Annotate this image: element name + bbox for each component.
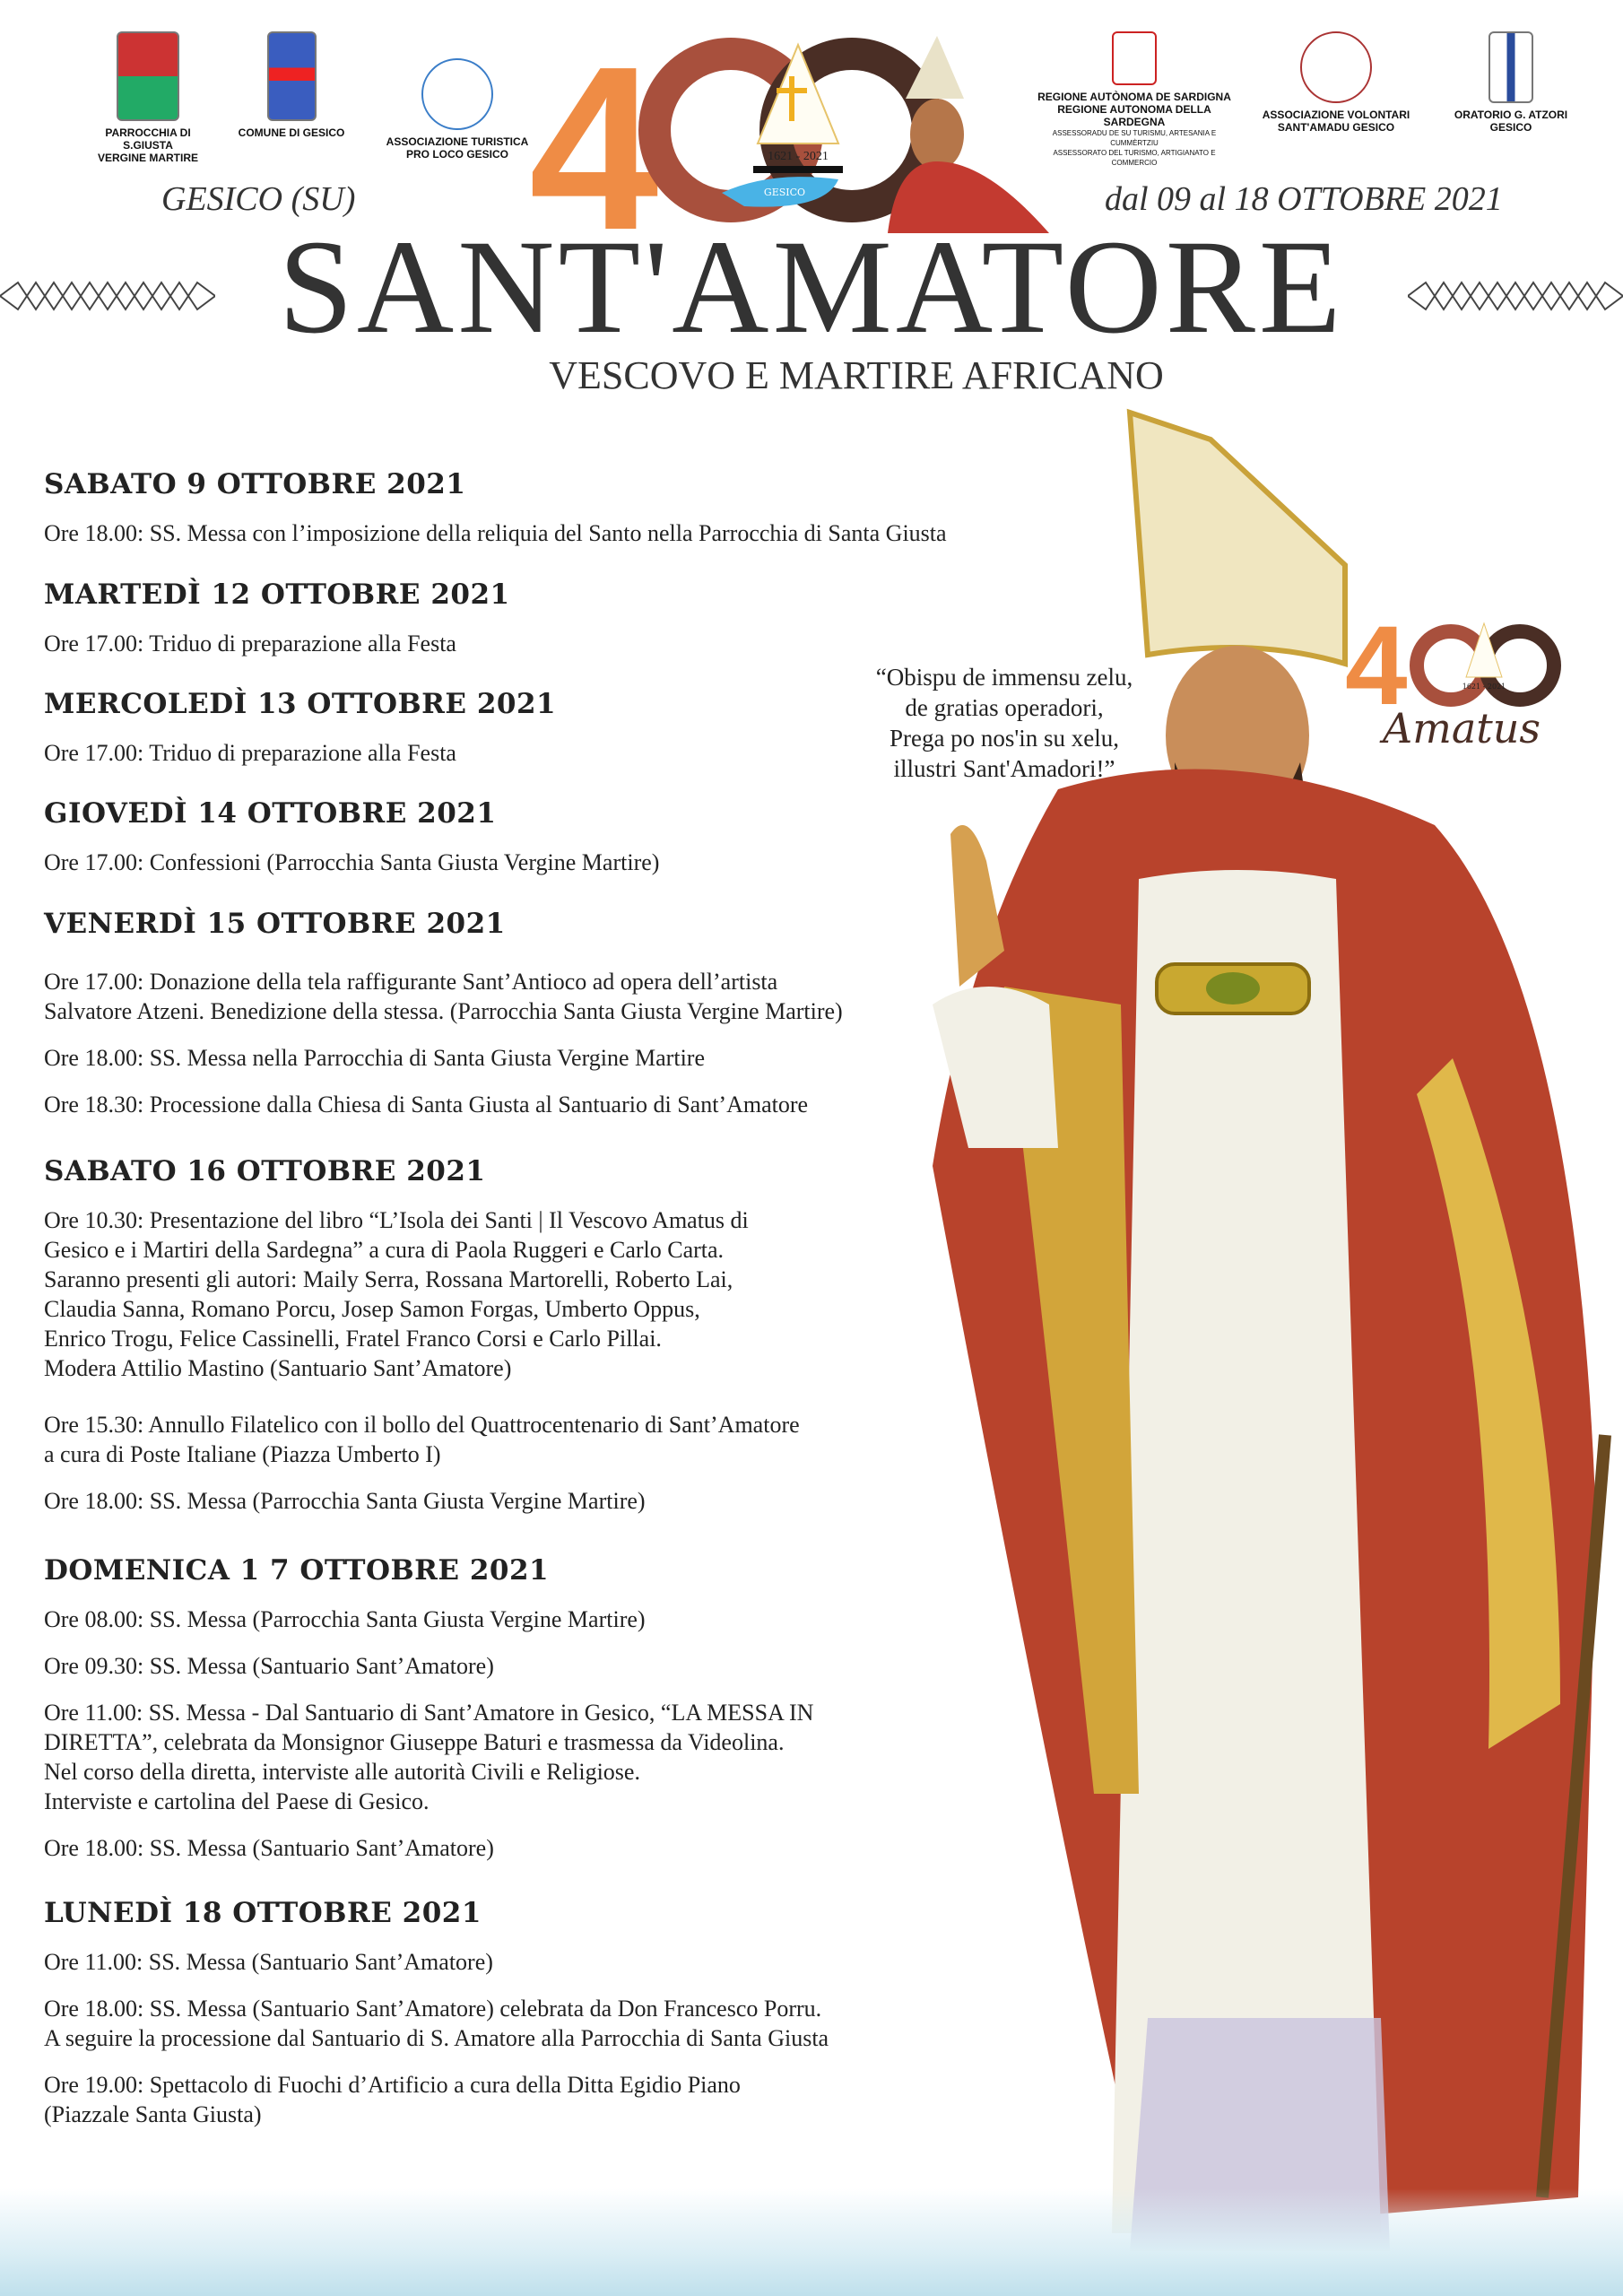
schedule-day <box>44 1554 985 1880</box>
day-heading: DOMENICA 1 7 OTTOBRE 2021 <box>44 1554 550 1587</box>
event-item: Ore 11.00: SS. Messa - Dal Santuario di Sant’Amatore in Gesico, “LA MESSA IN DIRETTA”, celebrata da Monsignor Giuseppe Baturi e trasmessa da Videolina. Nel corso della diretta, interviste alle autorità Civili e Religiose. Interviste e cartolina del Paese di Gesico. <box>44 1700 814 1814</box>
day-heading: GIOVEDÌ 14 OTTOBRE 2021 <box>44 797 497 830</box>
day-heading: SABATO 9 OTTOBRE 2021 <box>44 468 466 500</box>
schedule-day <box>44 1155 985 1533</box>
event-item: Ore 17.00: Confessioni (Parrocchia Santa Giusta Vergine Martire) <box>44 849 660 875</box>
sea-background <box>0 2188 1623 2296</box>
logo-volontari <box>1255 31 1417 134</box>
parish-crest-icon <box>117 31 179 121</box>
logo-comune-label: COMUNE DI GESICO <box>238 126 345 139</box>
event-item: Ore 08.00: SS. Messa (Parrocchia Santa Giusta Vergine Martire) <box>44 1606 646 1632</box>
event-item: Ore 18.00: SS. Messa (Parrocchia Santa Giusta Vergine Martire) <box>44 1488 646 1514</box>
schedule-day <box>44 578 985 675</box>
event-item: Ore 11.00: SS. Messa (Santuario Sant’Amatore) <box>44 1949 493 1975</box>
anniversary-400-logo <box>529 36 1049 233</box>
logo-oratorio <box>1444 31 1578 134</box>
logo-regione <box>1031 31 1237 168</box>
quote-text: “Obispu de immensu zelu, de gratias operadori, Prega po nos'in su xelu, illustri Sant'Amadori!” <box>875 664 1133 782</box>
day-heading: MARTEDÌ 12 OTTOBRE 2021 <box>44 578 510 611</box>
page-subtitle: VESCOVO E MARTIRE AFRICANO <box>549 353 1164 397</box>
page-title: SANT'AMATORE <box>278 213 1345 361</box>
logo-parrocchia <box>81 31 215 164</box>
amatus-400-logo <box>1345 610 1578 753</box>
volunteers-logo-icon <box>1300 31 1372 103</box>
date-range-text: dal 09 al 18 OTTOBRE 2021 <box>1105 180 1503 218</box>
event-item: Ore 15.30: Annullo Filatelico con il bollo del Quattrocentenario di Sant’Amatore a cura di Poste Italiane (Piazza Umberto I) <box>44 1412 800 1467</box>
event-item: Ore 09.30: SS. Messa (Santuario Sant’Amatore) <box>44 1653 494 1679</box>
logo-years: 1621 - 2021 <box>768 150 829 163</box>
day-heading: MERCOLEDÌ 13 OTTOBRE 2021 <box>44 688 557 720</box>
logo-place: GESICO <box>763 187 806 198</box>
location-text: GESICO (SU) <box>161 180 356 218</box>
amatus-name: Amatus <box>1383 704 1541 752</box>
event-item: Ore 17.00: Triduo di preparazione alla Festa <box>44 740 456 766</box>
logo-comune <box>229 31 354 139</box>
logo-volontari-label: ASSOCIAZIONE VOLONTARI SANT'AMADU GESICO <box>1262 109 1410 134</box>
logo-pro-loco <box>377 31 538 161</box>
event-item: Ore 18.00: SS. Messa (Santuario Sant’Amatore) celebrata da Don Francesco Porru. A seguire la processione dal Santuario di S. Amatore alla Parrocchia di Santa Giusta <box>44 1996 829 2051</box>
logo-number-4: 4 <box>529 36 659 233</box>
logo-oratorio-label: ORATORIO G. ATZORI GESICO <box>1454 109 1568 134</box>
event-item: Ore 17.00: Triduo di preparazione alla Festa <box>44 631 456 657</box>
schedule-day <box>44 1897 985 2146</box>
logo-regione-label: REGIONE AUTÒNOMA DE SARDIGNA REGIONE AUTONOMA DELLA SARDEGNA <box>1037 91 1231 128</box>
day-heading: SABATO 16 OTTOBRE 2021 <box>44 1155 486 1187</box>
pro-loco-logo-icon <box>421 58 493 130</box>
event-item: Ore 19.00: Spettacolo di Fuochi d’Artificio a cura della Ditta Egidio Piano (Piazzale Santa Giusta) <box>44 2072 741 2127</box>
amatus-years: 1621 - 2021 <box>1462 683 1506 691</box>
schedule-day <box>44 468 985 565</box>
logo-regione-small: ASSESSORADU DE SU TURISMU, ARTESANIA E CUMMÈRTZIU ASSESSORATO DEL TURISMO, ARTIGIANATO E COMMERCIO <box>1052 129 1217 167</box>
event-item: Ore 18.30: Processione dalla Chiesa di Santa Giusta al Santuario di Sant’Amatore <box>44 1091 809 1118</box>
day-heading: LUNEDÌ 18 OTTOBRE 2021 <box>44 1897 482 1929</box>
event-item: Ore 18.00: SS. Messa (Santuario Sant’Amatore) <box>44 1835 494 1861</box>
event-item: Ore 18.00: SS. Messa nella Parrocchia di Santa Giusta Vergine Martire <box>44 1045 705 1071</box>
event-item: Ore 10.30: Presentazione del libro “L’Isola dei Santi | Il Vescovo Amatus di Gesico e i Martiri della Sardegna” a cura di Paola Ruggeri e Carlo Carta. Saranno presenti gli autori: Maily Serra, Rossana Martorelli, Roberto Lai, Claudia Sanna, Romano Porcu, Josep Samon Forgas, Umberto Oppus, Enrico Trogu, Felice Cassinelli, Fratel Franco Corsi e Carlo Pillai. Modera Attilio Mastino (Santuario Sant’Amatore) <box>44 1207 749 1381</box>
amatus-number-4: 4 <box>1345 610 1408 728</box>
logo-pro-loco-label: ASSOCIAZIONE TURISTICA PRO LOCO GESICO <box>386 135 529 161</box>
schedule-day <box>44 908 985 1136</box>
event-item: Ore 17.00: Donazione della tela raffigurante Sant’Antioco ad opera dell’artista Salvatore Atzeni. Benedizione della stessa. (Parrocchia Santa Giusta Vergine Martire) <box>44 969 843 1024</box>
schedule-day <box>44 797 985 894</box>
oratory-crest-icon <box>1488 31 1533 103</box>
day-heading: VENERDÌ 15 OTTOBRE 2021 <box>44 908 506 940</box>
municipal-crest-icon <box>267 31 317 121</box>
sardinia-crest-icon <box>1112 31 1157 85</box>
logo-parrocchia-label: PARROCCHIA DI S.GIUSTA VERGINE MARTIRE <box>97 126 198 164</box>
event-item: Ore 18.00: SS. Messa con l’imposizione della reliquia del Santo nella Parrocchia di Santa Giusta <box>44 520 947 546</box>
